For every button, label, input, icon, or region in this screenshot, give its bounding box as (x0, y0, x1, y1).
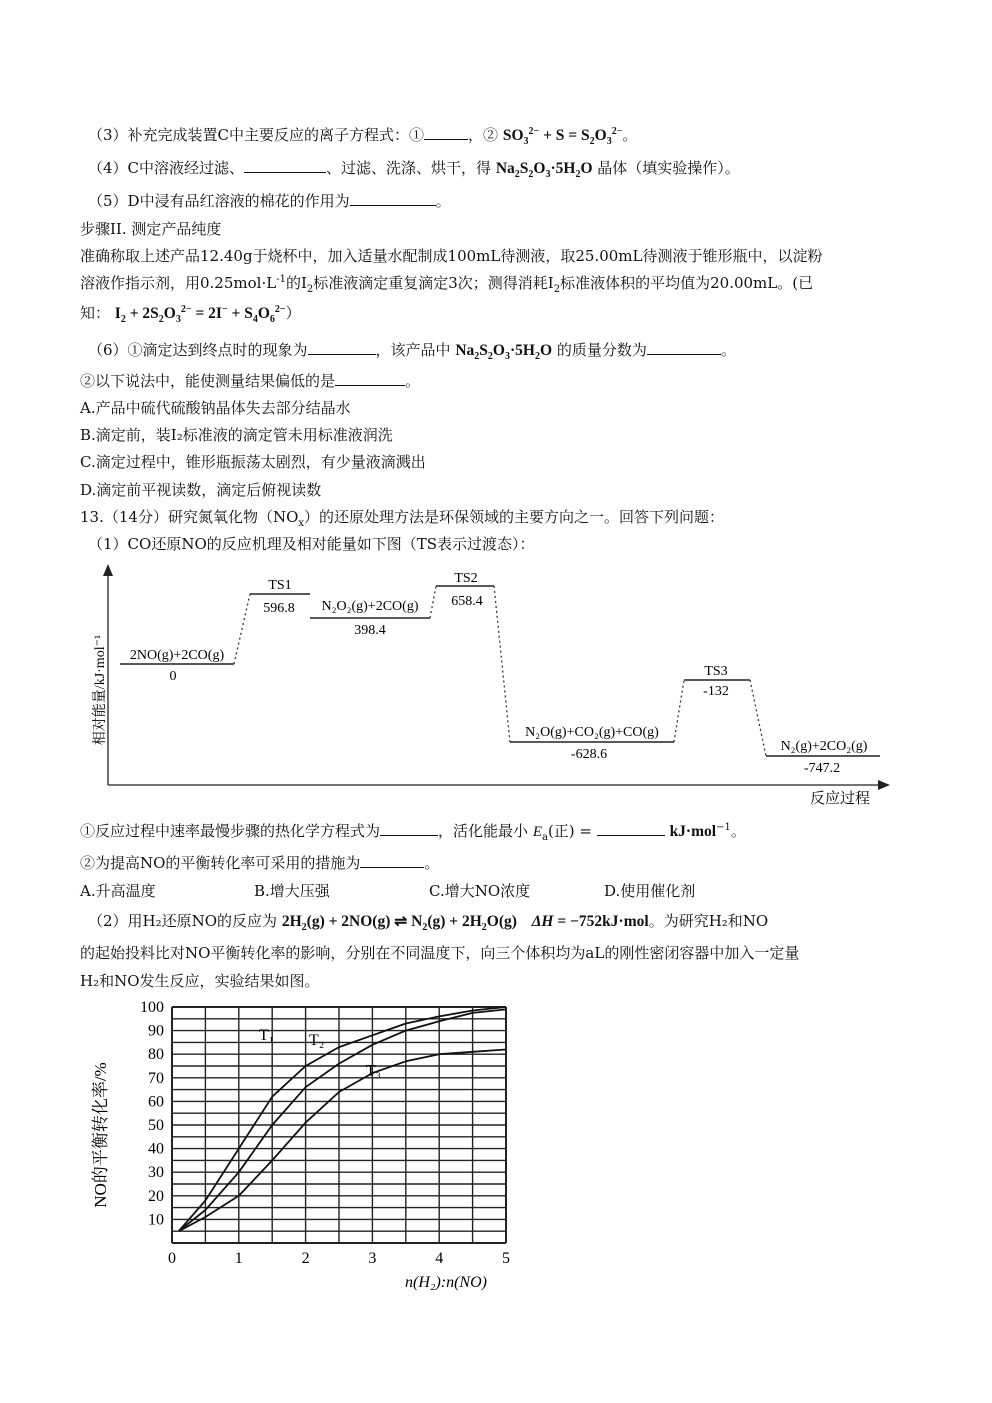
level-label: TS1 (268, 578, 292, 593)
question-13-1b: ②为提高NO的平衡转化率可采用的措施为 。 (80, 854, 440, 872)
series-label: T₁ (258, 1027, 275, 1045)
y-tick-labels (140, 999, 164, 1228)
level-value: 596.8 (263, 601, 295, 616)
question-13-2-line3: H₂和NO发生反应，实验结果如图。 (80, 972, 320, 990)
level-label: N₂O₂(g)+2CO(g) (321, 599, 419, 614)
level-label: 2NO(g)+2CO(g) (129, 648, 225, 663)
x-tick-label: 0 (168, 1250, 176, 1267)
question-13-1: （1）CO还原NO的反应机理及相对能量如下图（TS表示过渡态）： (88, 535, 535, 553)
level-value: 658.4 (451, 594, 483, 609)
x-tick-labels (168, 1250, 510, 1267)
level-value: -132 (703, 684, 729, 699)
y-tick-label: 20 (148, 1187, 164, 1205)
y-tick-label: 30 (148, 1164, 164, 1182)
level-value: 398.4 (354, 623, 386, 638)
y-tick-label: 10 (148, 1211, 164, 1229)
connectors (234, 586, 766, 756)
y-tick-label: 70 (148, 1069, 164, 1087)
answer-blank[interactable] (360, 852, 424, 868)
paragraph-line-2: 溶液作指示剂，用$0.25mol\cdot L^{-1}$的$I_2$标准液滴定重复滴定3次；测得消耗$I_2$标准液体积的平均值为20.00mL。(已 (80, 274, 814, 295)
answer-blank[interactable] (380, 820, 438, 836)
level-label: N₂O(g)+CO₂(g)+CO(g) (525, 725, 659, 740)
series-curve-1 (179, 1007, 506, 1231)
answer-blank[interactable] (597, 820, 665, 836)
question-6-2: ②以下说法中，能使测量结果偏低的是 。 (80, 372, 421, 390)
level-label: N₂(g)+2CO₂(g) (780, 739, 868, 754)
option-c: C.滴定过程中，锥形瓶振荡太剧烈，有少量液滴溅出 (80, 453, 426, 471)
answer-blank[interactable] (424, 124, 468, 140)
equation-iodine: $I_2 + 2S_2O_3^{2-} = 2I^- + S_4O_6^{2-}$ (114, 303, 286, 326)
x-axis-label: 反应过程 (809, 791, 871, 807)
level-value: -747.2 (803, 761, 841, 776)
question-3: （3）补充完成装置C中主要反应的离子方程式：① ，② $SO_3^{2-} + S = S_2O_3^{2-}$。 (88, 125, 638, 148)
x-axis-label: n(H₂):n(NO) (405, 1274, 487, 1291)
y-tick-label: 90 (148, 1022, 164, 1040)
question-5: （5）D中浸有品红溶液的棉花的作用为 。 (88, 192, 451, 210)
question-13-1a: ①反应过程中速率最慢步骤的热化学方程式为 ，活化能最小 $E_a$(正) = kJ·mol$^{-1}$。 (80, 822, 746, 843)
chart-grid (172, 1007, 506, 1243)
paragraph-line-3: 知： $I_2 + 2S_2O_3^{2-} = 2I^- + S_4O_6^{2-}$） (80, 303, 301, 326)
chart-series (179, 1007, 506, 1231)
level-value: -628.6 (570, 747, 608, 762)
y-tick-label: 100 (140, 999, 164, 1016)
answer-blank[interactable] (244, 157, 326, 173)
option-a: A.产品中硫代硫酸钠晶体失去部分结晶水 (80, 399, 351, 417)
equation-h2-no: $2H_2(g) + 2NO(g)$ ⇌ $N_2(g) + 2H_2O(g)$ (281, 913, 517, 934)
answer-blank[interactable] (335, 370, 405, 386)
y-axis-arrow (103, 564, 113, 576)
equation-so3-s: $SO_3^{2-} + S = S_2O_3^{2-}$ (502, 125, 623, 148)
x-tick-label: 1 (234, 1250, 243, 1267)
y-axis-label: 相对能量/kJ·mol⁻¹ (93, 634, 108, 746)
formula-na2s2o3: $Na_2S_2O_3\cdot 5H_2O$ (495, 160, 593, 181)
energy-diagram (84, 560, 904, 810)
answer-blank[interactable] (350, 190, 436, 206)
x-tick-label: 4 (435, 1250, 444, 1267)
x-tick-label: 3 (368, 1250, 377, 1267)
x-axis-arrow (878, 780, 890, 790)
y-tick-label: 80 (148, 1046, 164, 1064)
level-label: TS2 (454, 571, 478, 586)
series-curve-3 (179, 1050, 506, 1232)
y-axis-label: NO的平衡转化率/% (91, 1062, 110, 1208)
question-4: （4）C中溶液经过滤、 、过滤、洗涤、烘干，得 $Na_2S_2O_3\cdot 5H_2O$ 晶体（填实验操作）。 (88, 159, 740, 181)
enthalpy: ΔH = −752kJ·mol (531, 913, 649, 930)
level-value: 0 (169, 669, 177, 684)
y-tick-label: 40 (148, 1140, 164, 1158)
option-d: D.滴定前平视读数，滴定后俯视读数 (80, 481, 322, 499)
series-label: T₃ (365, 1062, 382, 1080)
answer-blank[interactable] (308, 339, 376, 355)
paragraph-line-1: 准确称取上述产品12.40g于烧杯中，加入适量水配制成100mL待测液，取25.00mL待测液于锥形瓶中，以淀粉 (80, 247, 823, 265)
x-tick-label: 2 (301, 1250, 310, 1267)
level-label: TS3 (704, 664, 728, 679)
conversion-chart (86, 995, 546, 1300)
x-tick-label: 5 (502, 1250, 510, 1267)
question-6: （6）①滴定达到终点时的现象为 ，该产品中 $Na_2S_2O_3\cdot 5H_2O$ 的质量分数为 。 (88, 341, 736, 363)
y-tick-label: 60 (148, 1093, 164, 1111)
series-label: T₂ (308, 1031, 325, 1049)
answer-blank[interactable] (647, 339, 721, 355)
step-2-heading: 步骤II. 测定产品纯度 (80, 220, 222, 238)
option-b: B.滴定前，装I₂标准液的滴定管未用标准液润洗 (80, 426, 393, 444)
question-13-2: （2）用H₂还原NO的反应为 $2H_2(g) + 2NO(g)$ ⇌ $N_2(g) + 2H_2O(g) \Delta H = -752kJ\cdot mol$。为研究H₂和NO (88, 912, 769, 934)
question-13-2-line2: 的起始投料比对NO平衡转化率的影响，分别在不同温度下，向三个体积均为aL的刚性密闭容器中加入一定量 (80, 944, 800, 962)
question-13-intro: 13.（14分）研究氮氧化物$(NO_x)$的还原处理方法是环保领域的主要方向之一。回答下列问题： (80, 508, 725, 529)
formula-na2s2o3: $Na_2S_2O_3\cdot 5H_2O$ (455, 342, 553, 363)
y-tick-label: 50 (148, 1117, 164, 1134)
